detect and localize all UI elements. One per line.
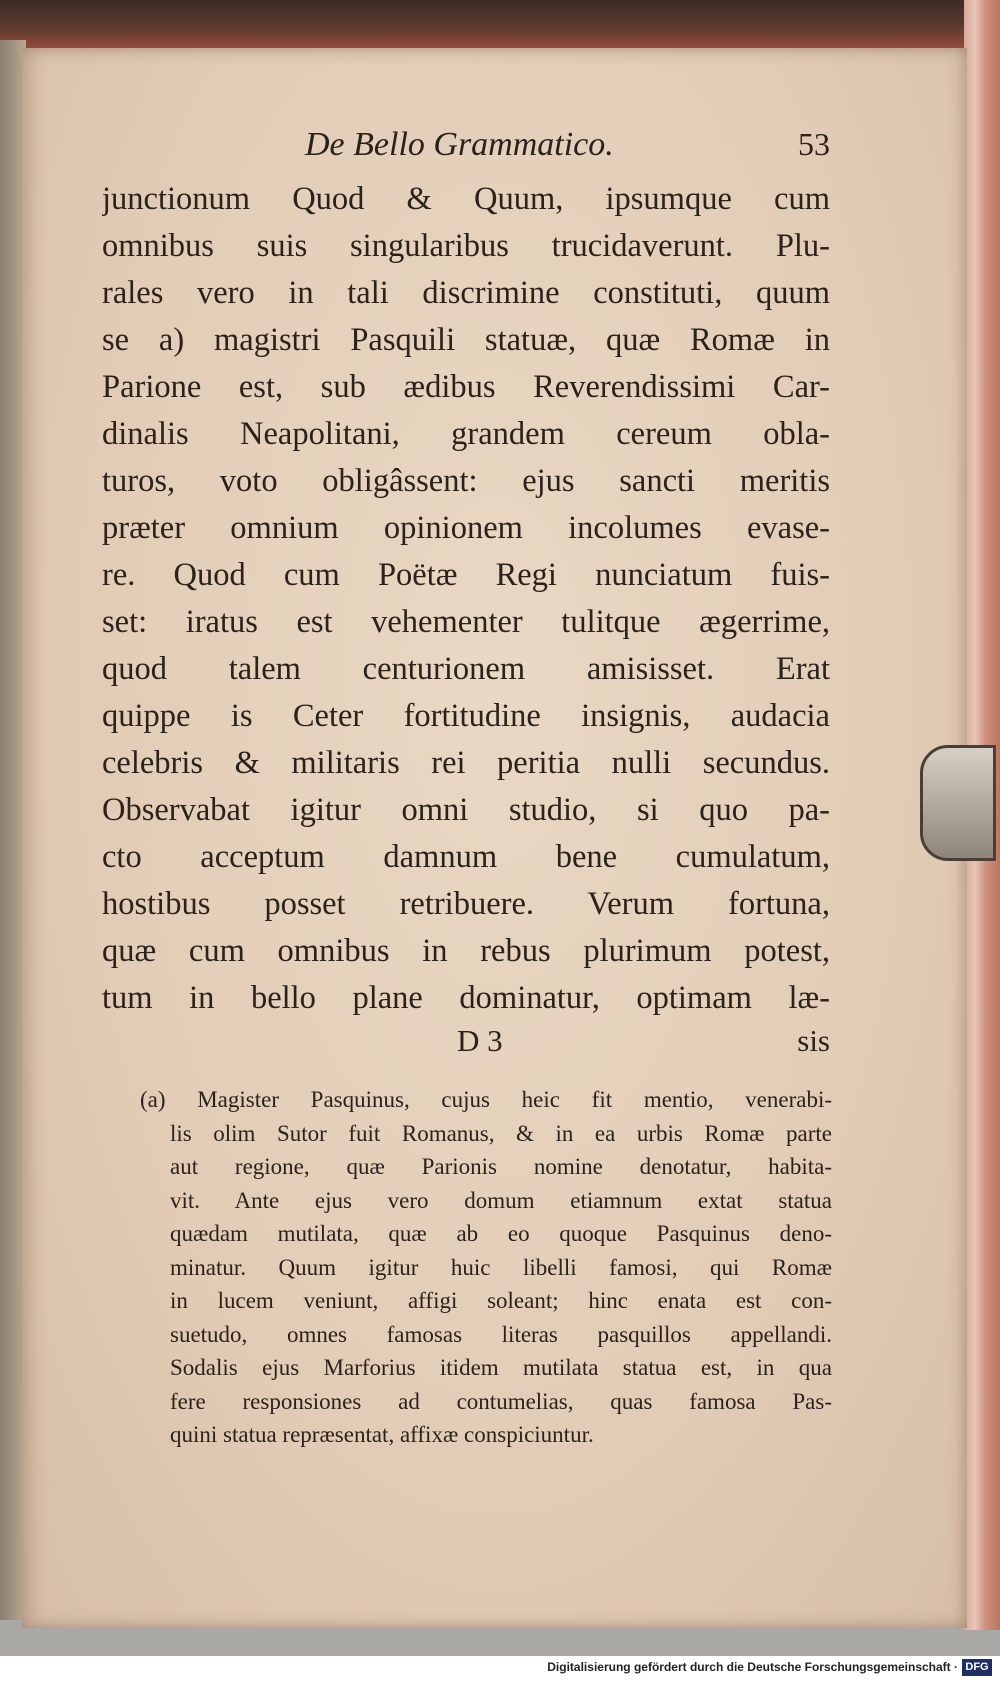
body-line: quippe is Ceter fortitudine insignis, audacia	[102, 698, 830, 734]
footnote-line: Sodalis ejus Marforius itidem mutilata statua est, in qua	[170, 1355, 832, 1380]
footnote-line: fere responsiones ad contumelias, quas famosa Pas-	[170, 1388, 832, 1414]
body-line: tum in bello plane dominatur, optimam læ-	[102, 980, 830, 1016]
body-line: dinalis Neapolitani, grandem cereum obla-	[102, 416, 830, 452]
catchword: sis	[797, 1023, 830, 1058]
footnote-line: suetudo, omnes famosas literas pasquillos appellandi.	[170, 1321, 832, 1347]
dfg-logo: DFG	[962, 1659, 992, 1676]
footnote-line: quædam mutilata, quæ ab eo quoque Pasquinus deno-	[170, 1221, 832, 1246]
body-line: celebris & militaris rei peritia nulli secundus.	[102, 745, 830, 781]
digitization-footer	[0, 1656, 1000, 1681]
running-title: De Bello Grammatico.	[305, 126, 614, 163]
body-line: quod talem centurionem amisisset. Erat	[102, 651, 830, 687]
body-line: cto acceptum damnum bene cumulatum,	[102, 839, 830, 875]
body-line: Observabat igitur omni studio, si quo pa-	[102, 792, 830, 828]
body-line: rales vero in tali discrimine constituti, quum	[102, 275, 830, 311]
footnote-line: minatur. Quum igitur huic libelli famosi, qui Romæ	[170, 1254, 832, 1280]
footnote-line: lis olim Sutor fuit Romanus, & in ea urbis Romæ parte	[170, 1120, 832, 1146]
body-line: præter omnium opinionem incolumes evase-	[102, 510, 830, 546]
body-text	[102, 176, 830, 1022]
body-line: set: iratus est vehementer tulitque ægerrime,	[102, 604, 830, 640]
page-header	[100, 126, 830, 166]
footnote-line: in lucem veniunt, affigi soleant; hinc enata est con-	[170, 1288, 832, 1313]
footer-credit: Digitalisierung gefördert durch die Deutsche Forschungsgemeinschaft ·	[547, 1660, 958, 1674]
signature-line	[102, 1023, 830, 1063]
body-line: hostibus posset retribuere. Verum fortuna,	[102, 886, 830, 922]
footnote-line: vit. Ante ejus vero domum etiamnum extat statua	[170, 1187, 832, 1213]
body-line: junctionum Quod & Quum, ipsumque cum	[102, 181, 830, 217]
body-line: Parione est, sub ædibus Reverendissimi Car-	[102, 369, 830, 405]
page-number: 53	[798, 126, 830, 162]
body-line: omnibus suis singularibus trucidaverunt. Plu-	[102, 228, 830, 264]
footnote	[140, 1083, 832, 1452]
signature-mark: D 3	[457, 1023, 503, 1058]
footnote-line: (a) Magister Pasquinus, cujus heic fit mentio, venerabi-	[140, 1087, 832, 1112]
footnote-line: aut regione, quæ Parionis nomine denotatur, habita-	[170, 1154, 832, 1179]
body-line: re. Quod cum Poëtæ Regi nunciatum fuis-	[102, 557, 830, 593]
body-line: turos, voto obligâssent: ejus sancti meritis	[102, 463, 830, 499]
body-line: se a) magistri Pasquili statuæ, quæ Romæ in	[102, 322, 830, 358]
body-line: quæ cum omnibus in rebus plurimum potest,	[102, 933, 830, 969]
footnote-line: quini statua repræsentat, affixæ conspiciuntur.	[170, 1422, 594, 1447]
page-clip	[920, 745, 996, 861]
